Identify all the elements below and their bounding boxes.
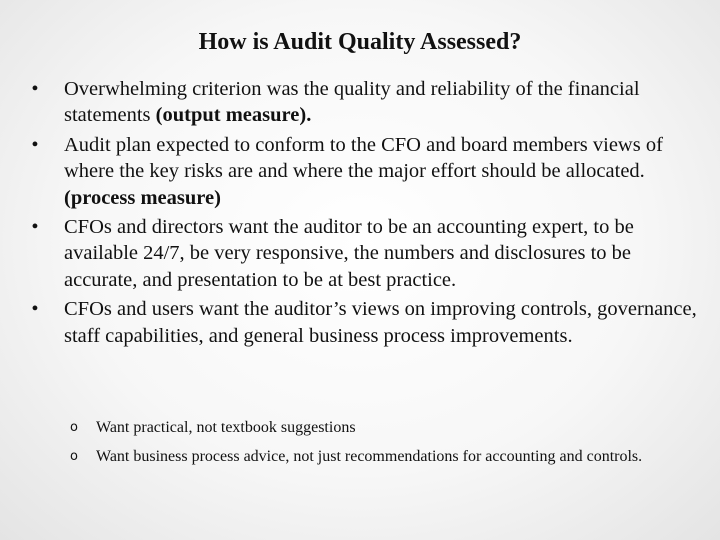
sub-bullet-text: Want practical, not textbook suggestions	[96, 419, 356, 436]
circle-bullet-icon: o	[70, 449, 78, 464]
sub-bullet-item-practical	[70, 416, 686, 440]
bullet-text: CFOs and users want the auditor’s views on improving controls, governance, staff capabilities, and general business process improvements.	[64, 298, 697, 347]
bullet-icon: •	[31, 133, 39, 156]
sub-bullet-item-process-advice	[70, 445, 686, 469]
bullet-list	[31, 76, 704, 352]
bullet-emphasis: (output measure).	[155, 104, 312, 127]
bullet-text: Audit plan expected to conform to the CFO and board members views of where the key risks are and where the major effort should be allocated.	[64, 133, 663, 183]
bullet-icon: •	[31, 78, 39, 100]
bullet-text: CFOs and directors want the auditor to be an accounting expert, to be available 24/7, be very responsive, the numbers and disclosures to be accurate, and presentation to be at best practice.	[64, 216, 634, 291]
bullet-item-audit-plan	[31, 132, 704, 211]
bullet-item-output-measure	[31, 76, 704, 129]
slide-title: How is Audit Quality Assessed?	[198, 29, 522, 55]
circle-bullet-icon: o	[70, 420, 78, 435]
bullet-icon: •	[31, 216, 39, 239]
sub-bullet-list	[70, 416, 686, 474]
sub-bullet-text: Want business process advice, not just recommendations for accounting and controls.	[96, 448, 643, 465]
bullet-emphasis: (process measure)	[64, 186, 221, 209]
bullet-item-auditor-expert	[31, 214, 704, 293]
bullet-item-auditor-views	[31, 296, 704, 349]
bullet-text: Overwhelming criterion was the quality and reliability of the financial statements	[64, 78, 640, 127]
bullet-icon: •	[31, 298, 39, 321]
